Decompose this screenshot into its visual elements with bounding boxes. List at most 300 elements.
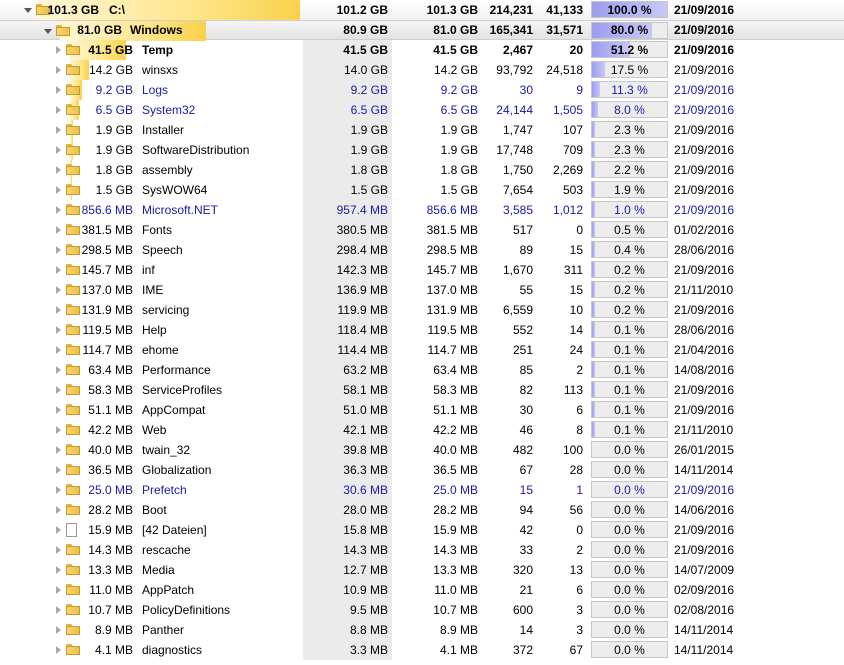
tree-row[interactable] [0, 480, 844, 500]
modified-date: 21/09/2016 [674, 123, 735, 137]
size-value: 14.2 GB [433, 63, 478, 77]
expand-arrow-icon[interactable] [56, 446, 61, 454]
file-count: 21 [519, 583, 533, 597]
percent-bar [591, 321, 668, 338]
file-count: 85 [519, 363, 533, 377]
allocated-size: 114.4 MB [337, 343, 388, 357]
folder-name: Logs [142, 83, 169, 97]
allocated-size: 101.2 GB [336, 3, 388, 17]
percent-bar [591, 561, 668, 578]
size-value: 298.5 MB [426, 243, 478, 257]
expand-arrow-icon[interactable] [56, 626, 61, 634]
expand-arrow-icon[interactable] [56, 406, 61, 414]
size-text: 6.5 GB [95, 103, 133, 117]
tree-row[interactable] [0, 300, 844, 320]
size-text: 15.9 MB [88, 523, 133, 537]
file-count: 600 [512, 603, 533, 617]
tree-row[interactable] [0, 140, 844, 160]
allocated-size: 119.9 MB [337, 303, 388, 317]
folder-name: Speech [142, 243, 183, 257]
collapse-arrow-icon[interactable] [44, 29, 52, 34]
modified-date: 14/07/2009 [674, 563, 735, 577]
size-text: 381.5 MB [81, 223, 133, 237]
folder-count: 1,012 [552, 203, 583, 217]
size-text: 51.1 MB [88, 403, 133, 417]
expand-arrow-icon[interactable] [56, 506, 61, 514]
modified-date: 28/06/2016 [674, 243, 735, 257]
file-count: 17,748 [496, 143, 533, 157]
modified-date: 14/06/2016 [674, 503, 735, 517]
size-value: 137.0 MB [426, 283, 478, 297]
tree-row[interactable] [0, 360, 844, 380]
size-value: 1.9 GB [440, 123, 478, 137]
allocated-size: 6.5 GB [350, 103, 388, 117]
percent-bar [591, 101, 668, 118]
expand-arrow-icon[interactable] [56, 246, 61, 254]
folder-name: Windows [130, 23, 183, 37]
allocated-size: 63.2 MB [343, 363, 388, 377]
allocated-size: 36.3 MB [343, 463, 388, 477]
modified-date: 01/02/2016 [674, 223, 735, 237]
allocated-size: 10.9 MB [343, 583, 388, 597]
allocated-size: 1.9 GB [350, 123, 388, 137]
percent-text: 2.3 % [614, 143, 645, 157]
tree-row[interactable] [0, 120, 844, 140]
size-value: 119.5 MB [427, 323, 478, 337]
folder-count: 31,571 [546, 23, 583, 37]
folder-count: 9 [576, 83, 583, 97]
tree-row[interactable] [0, 100, 844, 120]
modified-date: 14/11/2014 [674, 643, 734, 657]
percent-bar [591, 401, 668, 418]
tree-row[interactable] [0, 200, 844, 220]
folder-count: 1,505 [552, 103, 583, 117]
percent-bar [591, 181, 668, 198]
size-value: 25.0 MB [433, 483, 478, 497]
size-value: 8.9 MB [439, 623, 478, 637]
size-text: 4.1 MB [94, 643, 133, 657]
folder-name: Temp [142, 43, 174, 57]
file-count: 46 [519, 423, 533, 437]
expand-arrow-icon[interactable] [56, 186, 61, 194]
folder-count: 10 [569, 303, 583, 317]
tree-row[interactable] [0, 180, 844, 200]
percent-bar [591, 341, 668, 358]
expand-arrow-icon[interactable] [56, 146, 61, 154]
file-count: 7,654 [502, 183, 533, 197]
folder-count: 3 [576, 623, 583, 637]
folder-name: rescache [142, 543, 191, 557]
size-value: 145.7 MB [426, 263, 478, 277]
tree-row[interactable] [0, 240, 844, 260]
expand-arrow-icon[interactable] [56, 566, 61, 574]
allocated-size: 298.4 MB [336, 243, 388, 257]
expand-arrow-icon[interactable] [56, 126, 61, 134]
percent-bar [591, 581, 668, 598]
modified-date: 21/09/2016 [674, 483, 735, 497]
size-value: 28.2 MB [433, 503, 478, 517]
expand-arrow-icon[interactable] [56, 346, 61, 354]
percent-text: 0.0 % [614, 543, 645, 557]
percent-text: 0.0 % [614, 623, 645, 637]
folder-count: 709 [562, 143, 583, 157]
folder-count: 3 [576, 603, 583, 617]
size-value: 14.3 MB [433, 543, 478, 557]
size-text: 856.6 MB [81, 203, 133, 217]
folder-count: 8 [576, 423, 583, 437]
expand-arrow-icon[interactable] [56, 286, 61, 294]
file-count: 320 [512, 563, 533, 577]
size-value: 9.2 GB [440, 83, 478, 97]
size-value: 1.8 GB [440, 163, 478, 177]
expand-arrow-icon[interactable] [56, 546, 61, 554]
folder-count: 56 [569, 503, 583, 517]
folder-name: IME [142, 283, 164, 297]
tree-row[interactable] [0, 80, 844, 100]
size-text: 145.7 MB [81, 263, 133, 277]
tree-row[interactable] [0, 420, 844, 440]
modified-date: 26/01/2015 [674, 443, 735, 457]
size-value: 131.9 MB [426, 303, 478, 317]
folder-count: 15 [569, 243, 583, 257]
percent-bar [591, 541, 668, 558]
percent-bar [591, 621, 668, 638]
allocated-size: 9.5 MB [349, 603, 388, 617]
tree-row[interactable] [0, 400, 844, 420]
size-text: 298.5 MB [81, 243, 133, 257]
size-value: 856.6 MB [426, 203, 478, 217]
percent-text: 51.2 % [610, 43, 649, 57]
tree-row[interactable] [0, 640, 844, 660]
tree-row[interactable] [0, 60, 844, 80]
file-count: 2,467 [502, 43, 533, 57]
expand-arrow-icon[interactable] [56, 226, 61, 234]
percent-bar [591, 421, 668, 438]
expand-arrow-icon[interactable] [56, 606, 61, 614]
tree-row[interactable] [0, 380, 844, 400]
size-text: 28.2 MB [88, 503, 133, 517]
folder-name: Performance [142, 363, 211, 377]
allocated-size: 14.0 GB [343, 63, 388, 77]
size-value: 81.0 GB [433, 23, 478, 37]
allocated-size: 3.3 MB [349, 643, 388, 657]
size-value: 114.7 MB [427, 343, 478, 357]
percent-text: 0.0 % [614, 483, 645, 497]
percent-text: 0.0 % [614, 523, 645, 537]
folder-name: twain_32 [142, 443, 191, 457]
expand-arrow-icon[interactable] [56, 526, 61, 534]
folder-count: 1 [576, 483, 583, 497]
allocated-size: 41.5 GB [343, 43, 388, 57]
size-value: 42.2 MB [433, 423, 478, 437]
percent-bar [591, 221, 668, 238]
percent-bar [591, 461, 668, 478]
modified-date: 21/09/2016 [674, 403, 735, 417]
tree-row[interactable] [0, 20, 844, 40]
folder-name: Help [142, 323, 167, 337]
modified-date: 21/11/2010 [674, 423, 734, 437]
modified-date: 21/09/2016 [674, 383, 735, 397]
size-value: 36.5 MB [433, 463, 478, 477]
size-value: 13.3 MB [433, 563, 478, 577]
percent-text: 0.0 % [614, 583, 645, 597]
folder-name: Globalization [142, 463, 212, 477]
file-count: 30 [519, 403, 533, 417]
percent-text: 0.2 % [614, 283, 645, 297]
allocated-size: 28.0 MB [343, 503, 388, 517]
modified-date: 21/09/2016 [674, 63, 735, 77]
allocated-size: 30.6 MB [343, 483, 388, 497]
percent-bar [591, 81, 668, 98]
percent-text: 0.0 % [614, 503, 645, 517]
percent-bar [591, 261, 668, 278]
modified-date: 21/09/2016 [674, 3, 735, 17]
modified-date: 21/09/2016 [674, 143, 735, 157]
percent-text: 2.3 % [614, 123, 645, 137]
percent-text: 2.2 % [614, 163, 645, 177]
expand-arrow-icon[interactable] [56, 86, 61, 94]
folder-count: 100 [562, 443, 583, 457]
percent-bar [591, 501, 668, 518]
folder-count: 0 [576, 223, 583, 237]
modified-date: 21/09/2016 [674, 43, 735, 57]
file-count: 67 [519, 463, 533, 477]
expand-arrow-icon[interactable] [56, 306, 61, 314]
modified-date: 21/04/2016 [674, 343, 735, 357]
folder-count: 2 [576, 363, 583, 377]
size-text: 81.0 GB [77, 23, 122, 37]
modified-date: 02/08/2016 [674, 603, 735, 617]
size-value: 381.5 MB [426, 223, 478, 237]
tree-row[interactable] [0, 540, 844, 560]
size-text: 131.9 MB [81, 303, 133, 317]
expand-arrow-icon[interactable] [56, 166, 61, 174]
expand-arrow-icon[interactable] [56, 466, 61, 474]
file-count: 214,231 [489, 3, 533, 17]
file-count: 94 [519, 503, 533, 517]
expand-arrow-icon[interactable] [56, 386, 61, 394]
folder-count: 107 [562, 123, 583, 137]
tree-row[interactable] [0, 340, 844, 360]
tree-row[interactable] [0, 160, 844, 180]
folder-count: 0 [576, 523, 583, 537]
expand-arrow-icon[interactable] [56, 46, 61, 54]
size-text: 40.0 MB [88, 443, 133, 457]
folder-name: Prefetch [142, 483, 187, 497]
size-value: 11.0 MB [434, 583, 478, 597]
allocated-size: 118.4 MB [337, 323, 388, 337]
tree-row[interactable] [0, 440, 844, 460]
percent-text: 80.0 % [610, 23, 649, 37]
folder-name: winsxs [142, 63, 179, 77]
percent-text: 0.1 % [614, 363, 645, 377]
allocated-size: 136.9 MB [336, 283, 388, 297]
file-count: 14 [519, 623, 533, 637]
folder-count: 2,269 [552, 163, 583, 177]
modified-date: 21/09/2016 [674, 103, 735, 117]
folder-count: 6 [576, 403, 583, 417]
expand-arrow-icon[interactable] [56, 366, 61, 374]
percent-text: 0.5 % [614, 223, 645, 237]
file-count: 55 [519, 283, 533, 297]
allocated-size: 80.9 GB [343, 23, 388, 37]
folder-name: Boot [142, 503, 167, 517]
tree-row[interactable] [0, 320, 844, 340]
file-count: 33 [519, 543, 533, 557]
modified-date: 14/08/2016 [674, 363, 735, 377]
modified-date: 28/06/2016 [674, 323, 735, 337]
tree-row[interactable] [0, 460, 844, 480]
percent-bar [591, 521, 668, 538]
folder-name: inf [142, 263, 155, 277]
size-text: 25.0 MB [88, 483, 133, 497]
size-value: 51.1 MB [433, 403, 478, 417]
size-value: 10.7 MB [433, 603, 478, 617]
size-value: 63.4 MB [433, 363, 478, 377]
tree-row[interactable] [0, 0, 844, 20]
allocated-size: 1.8 GB [350, 163, 388, 177]
size-text: 9.2 GB [95, 83, 133, 97]
percent-text: 0.0 % [614, 603, 645, 617]
size-text: 114.7 MB [82, 343, 133, 357]
folder-count: 15 [569, 283, 583, 297]
modified-date: 21/09/2016 [674, 263, 735, 277]
tree-row[interactable] [0, 500, 844, 520]
modified-date: 21/09/2016 [674, 543, 735, 557]
tree-row[interactable] [0, 260, 844, 280]
tree-row[interactable] [0, 580, 844, 600]
expand-arrow-icon[interactable] [56, 206, 61, 214]
file-count: 1,750 [502, 163, 533, 177]
size-text: 14.3 MB [88, 543, 133, 557]
percent-bar [591, 141, 668, 158]
folder-count: 2 [576, 543, 583, 557]
expand-arrow-icon[interactable] [56, 326, 61, 334]
file-count: 82 [519, 383, 533, 397]
modified-date: 21/09/2016 [674, 303, 735, 317]
percent-text: 0.1 % [614, 383, 645, 397]
percent-bar [591, 281, 668, 298]
size-text: 13.3 MB [88, 563, 133, 577]
size-value: 1.9 GB [440, 143, 478, 157]
percent-text: 0.0 % [614, 643, 645, 657]
percent-text: 11.3 % [611, 83, 648, 97]
folder-name: servicing [142, 303, 190, 317]
percent-text: 17.5 % [610, 63, 649, 77]
allocated-size: 15.8 MB [343, 523, 388, 537]
percent-bar [591, 481, 668, 498]
size-value: 4.1 MB [439, 643, 478, 657]
allocated-size: 957.4 MB [336, 203, 388, 217]
file-count: 372 [512, 643, 533, 657]
percent-bar [591, 121, 668, 138]
folder-count: 20 [569, 43, 583, 57]
percent-text: 100.0 % [607, 3, 652, 17]
size-value: 58.3 MB [433, 383, 478, 397]
expand-arrow-icon[interactable] [56, 426, 61, 434]
allocated-size: 12.7 MB [343, 563, 388, 577]
allocated-size: 39.8 MB [343, 443, 388, 457]
size-value: 41.5 GB [433, 43, 478, 57]
size-text: 119.5 MB [82, 323, 133, 337]
size-text: 11.0 MB [89, 583, 133, 597]
file-count: 42 [519, 523, 533, 537]
percent-bar [591, 201, 668, 218]
expand-arrow-icon[interactable] [56, 106, 61, 114]
folder-name: C:\ [109, 3, 125, 17]
percent-text: 1.0 % [614, 203, 645, 217]
tree-row[interactable] [0, 600, 844, 620]
expand-arrow-icon[interactable] [56, 66, 61, 74]
folder-count: 113 [563, 383, 583, 397]
folder-count: 24 [569, 343, 583, 357]
percent-bar [591, 241, 668, 258]
percent-text: 8.0 % [614, 103, 645, 117]
allocated-size: 14.3 MB [343, 543, 388, 557]
folder-count: 14 [569, 323, 583, 337]
modified-date: 21/09/2016 [674, 523, 735, 537]
folder-name: AppCompat [142, 403, 206, 417]
modified-date: 21/11/2010 [674, 283, 734, 297]
size-text: 1.9 GB [95, 143, 133, 157]
expand-arrow-icon[interactable] [56, 586, 61, 594]
expand-arrow-icon[interactable] [56, 266, 61, 274]
tree-row[interactable] [0, 520, 844, 540]
folder-name: assembly [142, 163, 193, 177]
size-text: 101.3 GB [47, 3, 99, 17]
percent-bar [591, 22, 668, 39]
tree-row[interactable] [0, 280, 844, 300]
file-count: 552 [512, 323, 533, 337]
size-text: 63.4 MB [88, 363, 133, 377]
percent-bar [591, 41, 668, 58]
percent-bar [591, 61, 668, 78]
percent-bar [591, 381, 668, 398]
folder-name: Microsoft.NET [142, 203, 219, 217]
expand-arrow-icon[interactable] [56, 486, 61, 494]
modified-date: 21/09/2016 [674, 83, 735, 97]
size-text: 1.5 GB [95, 183, 133, 197]
percent-text: 0.1 % [614, 323, 645, 337]
file-count: 6,559 [502, 303, 533, 317]
modified-date: 14/11/2014 [674, 463, 734, 477]
folder-count: 6 [576, 583, 583, 597]
file-count: 30 [519, 83, 533, 97]
percent-text: 0.0 % [614, 563, 645, 577]
tree-row[interactable] [0, 620, 844, 640]
percent-text: 0.1 % [614, 403, 645, 417]
size-value: 101.3 GB [426, 3, 478, 17]
percent-bar [591, 1, 668, 18]
tree-row[interactable] [0, 220, 844, 240]
size-text: 137.0 MB [81, 283, 133, 297]
folder-name: AppPatch [142, 583, 195, 597]
folder-name: Web [142, 423, 167, 437]
file-count: 517 [512, 223, 533, 237]
size-text: 36.5 MB [88, 463, 133, 477]
folder-name: SysWOW64 [142, 183, 208, 197]
file-count: 24,144 [496, 103, 533, 117]
percent-text: 0.0 % [614, 463, 645, 477]
percent-text: 0.2 % [614, 303, 645, 317]
size-text: 41.5 GB [88, 43, 133, 57]
tree-row[interactable] [0, 560, 844, 580]
file-count: 3,585 [502, 203, 533, 217]
folder-count: 311 [563, 263, 583, 277]
expand-arrow-icon[interactable] [56, 646, 61, 654]
size-value: 40.0 MB [433, 443, 478, 457]
tree-row[interactable] [0, 40, 844, 60]
